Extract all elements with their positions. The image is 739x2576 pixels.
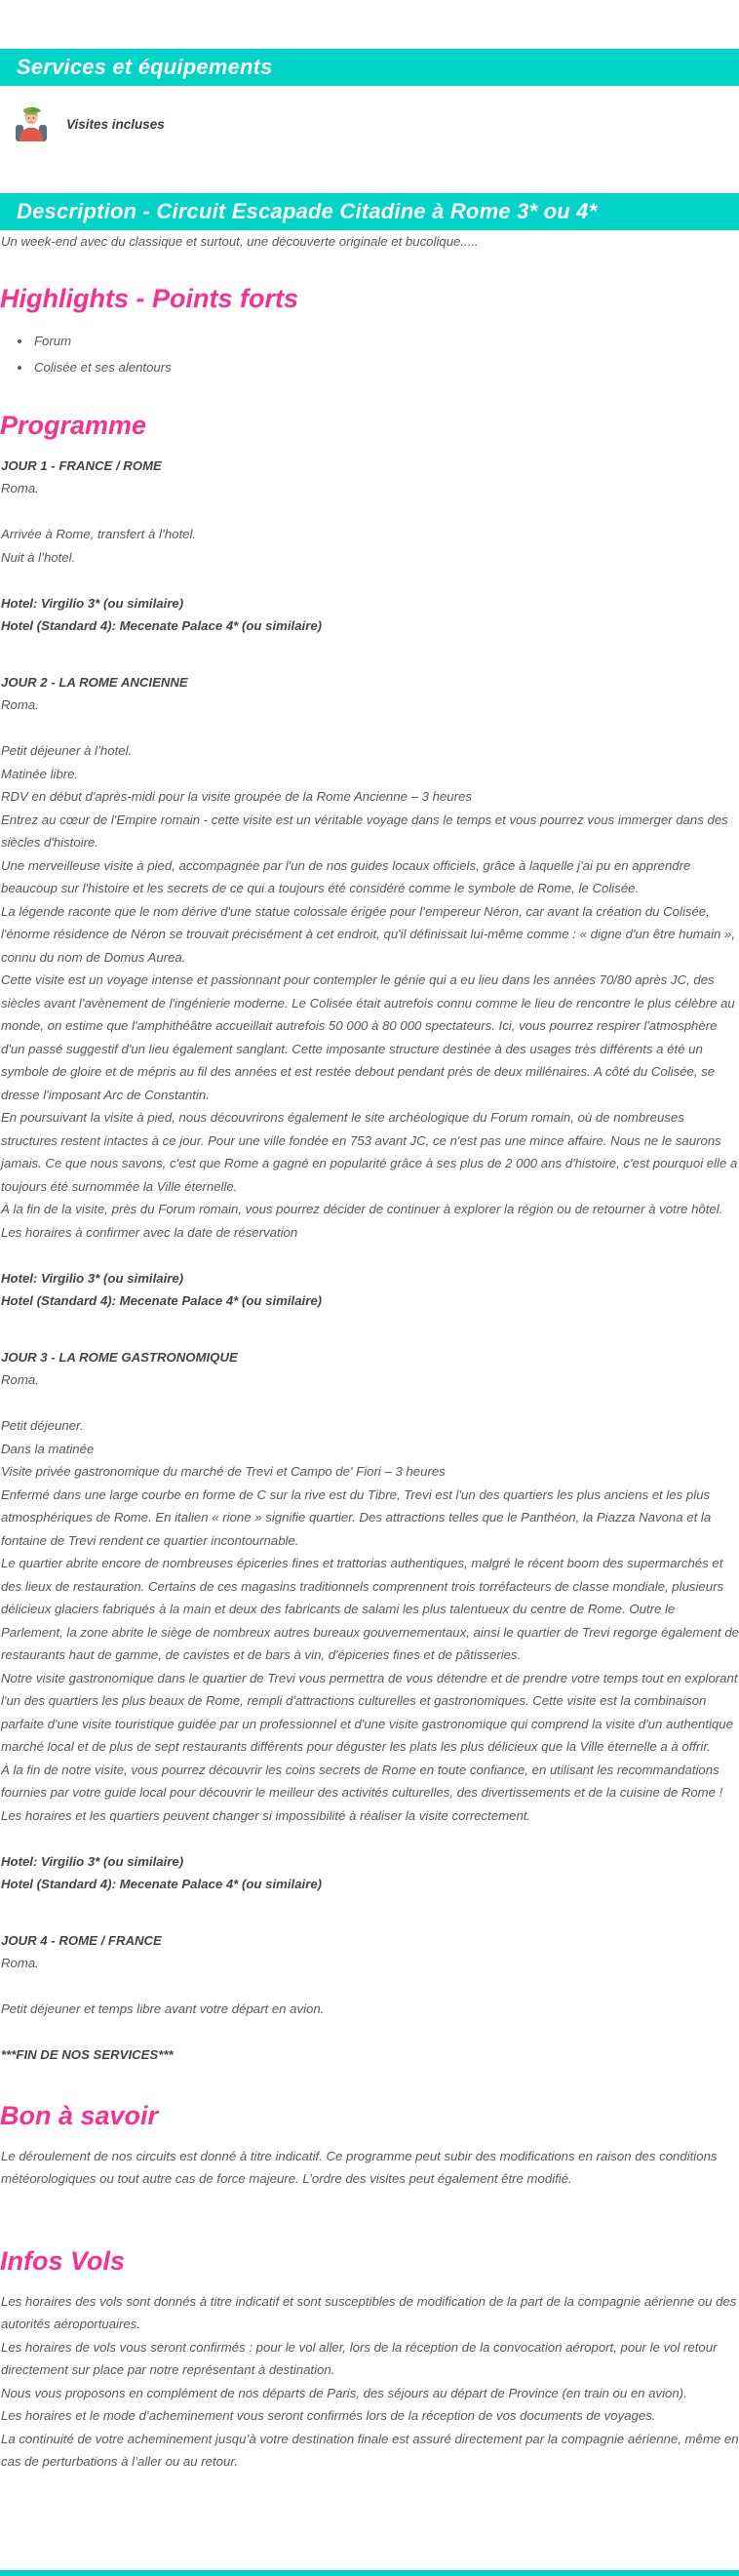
day-line: Roma. xyxy=(1,481,39,495)
day-line: Hotel (Standard 4): Mecenate Palace 4* (ou similaire) xyxy=(1,1293,323,1308)
blank-line xyxy=(0,717,739,740)
day-4-block xyxy=(0,1929,739,2067)
day-line: Notre visite gastronomique dans le quartier de Trevi vous permettra de vous détendre et de prendre votre temps tout en explorant l'un des quartiers les plus beaux de Rome, rempli d'attractions culturelles et gastronomiques. Cette visite est la combinaison parfaite d'une visite touristique guidée par un professionnel et d'une visite gastronomique qui comprend la visite d'un authentique marché local et de plus de sept restaurants différents pour déguster les plats les plus délicieux que la Ville éternelle a à offrir. xyxy=(1,1670,738,1754)
blank-line xyxy=(0,500,739,524)
infos-vols-paragraph: Les horaires de vols vous seront confirmés : pour le vol aller, lors de la réception de la convocation aéroport, pour le vol retour directement sur place par notre représentant à destination. xyxy=(1,2339,718,2377)
highlight-item: • Forum xyxy=(32,328,739,354)
day-line: Roma. xyxy=(1,1956,39,1970)
infos-vols-paragraph: Les horaires et le mode d’acheminement vous seront confirmés lors de la réception de vos documents de voyages. xyxy=(1,2408,656,2423)
services-header-title: Services et équipements xyxy=(17,55,273,79)
day-line: Les horaires et les quartiers peuvent changer si impossibilité à réaliser la visite correctement. xyxy=(1,1807,531,1823)
day-line: Hotel (Standard 4): Mecenate Palace 4* (ou similaire) xyxy=(1,618,323,633)
day-1-block xyxy=(0,455,739,638)
bottom-bar-partial xyxy=(0,2570,739,2576)
blank-line xyxy=(0,1244,739,1267)
day-line: Petit déjeuner. xyxy=(1,1418,84,1433)
day-line: Enfermé dans une large courbe en forme de C sur la rive est du Tibre, Trevi est l'un des quartiers les plus anciens et les plus atmosphériques de Rome. En italien « rione » signifie quartier. Des attractions telles que le Panthéon, la Piazza Navona et la fontaine de Trevi rendent ce quartier incontournable. xyxy=(1,1486,712,1548)
day-line: Entrez au cœur de l'Empire romain - cette visite est un véritable voyage dans le temps et vous pourrez vous immerger dans des siècles d'histoire. xyxy=(1,812,728,850)
day-line: En poursuivant la visite à pied, nous découvrirons également le site archéologique du Forum romain, où de nombreuses structures restent intactes à ce jour. Pour une ville fondée en 753 avant JC, ce n'est pas une mince affaire. Nous ne le saurons jamais. Ce que nous savons, c'est que Rome a gagné en popularité grâce à ses plus de 2 000 ans d'histoire, c'est pourquoi elle a toujours été surnommée la Ville éternelle. xyxy=(1,1110,738,1194)
service-item-label: Visites incluses xyxy=(66,116,165,132)
bon-a-savoir-paragraph: Le déroulement de nos circuits est donné à titre indicatif. Ce programme peut subir des modifications en raison des conditions météorologiques ou tout autre cas de force majeure. L’ordre des visites peut également être modifié. xyxy=(1,2148,718,2186)
day-line: Une merveilleuse visite à pied, accompagnée par l'un de nos guides locaux officiels, grâce à laquelle j'ai pu en apprendre beaucoup sur l'histoire et les secrets de ce qui a toujours été considéré comme le symbole de Rome, le Colisée. xyxy=(1,857,691,895)
description-header-title: Description - Circuit Escapade Citadine à Rome 3* ou 4* xyxy=(17,199,598,223)
day-line: Roma. xyxy=(1,1372,39,1387)
day-line: Cette visite est un voyage intense et passionnant pour contempler le génie qui a eu lieu dans les années 70/80 après JC, des siècles avant l'avènement de l'ingénierie moderne. Le Colisée était autrefois connu comme le lieu de rencontre le plus célèbre au monde, on estime que l'amphithéâtre accueillait autrefois 50 000 à 80 000 spectateurs. Ici, vous pourrez respirer l'atmosphère d'un passé suggestif d'un lieu également sanglant. Cette imposante structure destinée à des usages très différents a été un symbole de gloire et de mépris au fil des années et est restée debout pendant près de deux millénaires. A côté du Colisée, se dresse l'imposant Arc de Constantin. xyxy=(1,972,735,1102)
programme-title: Programme xyxy=(0,410,147,440)
day-line: La légende raconte que le nom dérive d'une statue colossale érigée pour l’empereur Néron, car avant la création du Colisée, l'énorme résidence de Néron se trouvait précisément à cet endroit, qu'il définissait lui-même comme : « digne d'un être humain », connu du nom de Domus Aurea. xyxy=(1,903,736,965)
infos-vols-paragraphs xyxy=(0,2290,739,2474)
highlights-title: Highlights - Points forts xyxy=(0,283,298,313)
blank-line xyxy=(0,569,739,592)
day-line: À la fin de notre visite, vous pourrez découvrir les coins secrets de Rome en toute confiance, en utilisant les recommandations fournies par votre guide local pour découvrir le meilleur des activités culturelles, des divertissements et de la cuisine de Rome ! xyxy=(1,1762,723,1800)
day-line: Visite privée gastronomique du marché de Trevi et Campo de' Fiori – 3 heures xyxy=(1,1464,446,1479)
day-line: Le quartier abrite encore de nombreuses épiceries fines et trattorias authentiques, malgré le récent boom des supermarchés et des lieux de restauration. Certains de ces magasins traditionnels comprennent trois torréfacteurs de classe mondiale, plusieurs délicieux glaciers fabriqués à la main et deux des fabricants de salami les plus talentueux du centre de Rome. Outre le Parlement, la zone abrite le siège de nombreux autres bureaux gouvernementaux, ainsi le quartier de Trevi regorge également de restaurants haut de gamme, de cavistes et de bars à vin, d'épiceries fines et de pâtisseries. xyxy=(1,1556,739,1662)
bon-a-savoir-paragraphs xyxy=(0,2145,739,2191)
day-line: Roma. xyxy=(1,697,39,712)
service-item-visites-incluses xyxy=(13,104,739,143)
day-line: RDV en début d'après-midi pour la visite groupée de la Rome Ancienne – 3 heures xyxy=(1,789,472,804)
day-title: JOUR 4 - ROME / FRANCE xyxy=(1,1932,162,1948)
blank-line xyxy=(0,1392,739,1415)
blank-line xyxy=(0,1827,739,1850)
day-line: Petit déjeuner à l’hotel. xyxy=(1,743,133,758)
day-2-block xyxy=(0,671,739,1313)
day-line: À la fin de la visite, près du Forum romain, vous pourrez décider de continuer à explorer la région ou de retourner à votre hôtel. xyxy=(1,1202,723,1216)
day-line: Hotel: Virgilio 3* (ou similaire) xyxy=(1,1853,184,1869)
infos-vols-paragraph: Les horaires des vols sont donnés à titre indicatif et sont susceptibles de modification de la part de la compagnie aérienne ou des autorités aéroportuaires. xyxy=(1,2293,737,2331)
infos-vols-title: Infos Vols xyxy=(0,2245,126,2276)
services-header-bar xyxy=(0,49,739,86)
blank-line xyxy=(0,2021,739,2044)
day-line: Hotel (Standard 4): Mecenate Palace 4* (ou similaire) xyxy=(1,1877,323,1891)
day-line: Hotel: Virgilio 3* (ou similaire) xyxy=(1,1270,184,1286)
highlights-list xyxy=(0,328,739,380)
day-line: Dans la matinée xyxy=(1,1441,95,1456)
day-line: Arrivée à Rome, transfert à l’hotel. xyxy=(1,527,197,541)
infos-vols-paragraph: La continuité de votre acheminement jusqu’à votre destination finale est assuré directement par la compagnie aérienne, même en cas de perturbations à l’aller ou au retour. xyxy=(1,2431,739,2469)
tourist-icon xyxy=(13,104,50,143)
day-line: Nuit à l’hotel. xyxy=(1,549,76,565)
day-line: Matinée libre. xyxy=(1,766,79,781)
description-intro: Un week-end avec du classique et surtout, une découverte originale et bucolique..... xyxy=(1,234,479,249)
day-line: Petit déjeuner et temps libre avant votre départ en avion. xyxy=(1,2001,325,2016)
programme-days xyxy=(0,455,739,2067)
day-line: Hotel: Virgilio 3* (ou similaire) xyxy=(1,595,184,611)
infos-vols-paragraph: Nous vous proposons en complément de nos départs de Paris, des séjours au départ de Province (en train ou en avion). xyxy=(1,2385,687,2400)
bon-a-savoir-title: Bon à savoir xyxy=(0,2100,159,2130)
day-line: Les horaires à confirmer avec la date de réservation xyxy=(1,1224,298,1240)
day-title: JOUR 1 - FRANCE / ROME xyxy=(1,457,162,473)
day-3-block xyxy=(0,1346,739,1896)
day-line: ***FIN DE NOS SERVICES*** xyxy=(1,2047,174,2062)
highlight-item: • Colisée et ses alentours xyxy=(32,354,739,380)
description-header-bar xyxy=(0,193,739,230)
day-title: JOUR 2 - LA ROME ANCIENNE xyxy=(1,674,188,690)
day-title: JOUR 3 - LA ROME GASTRONOMIQUE xyxy=(1,1349,238,1365)
blank-line xyxy=(0,1975,739,1999)
